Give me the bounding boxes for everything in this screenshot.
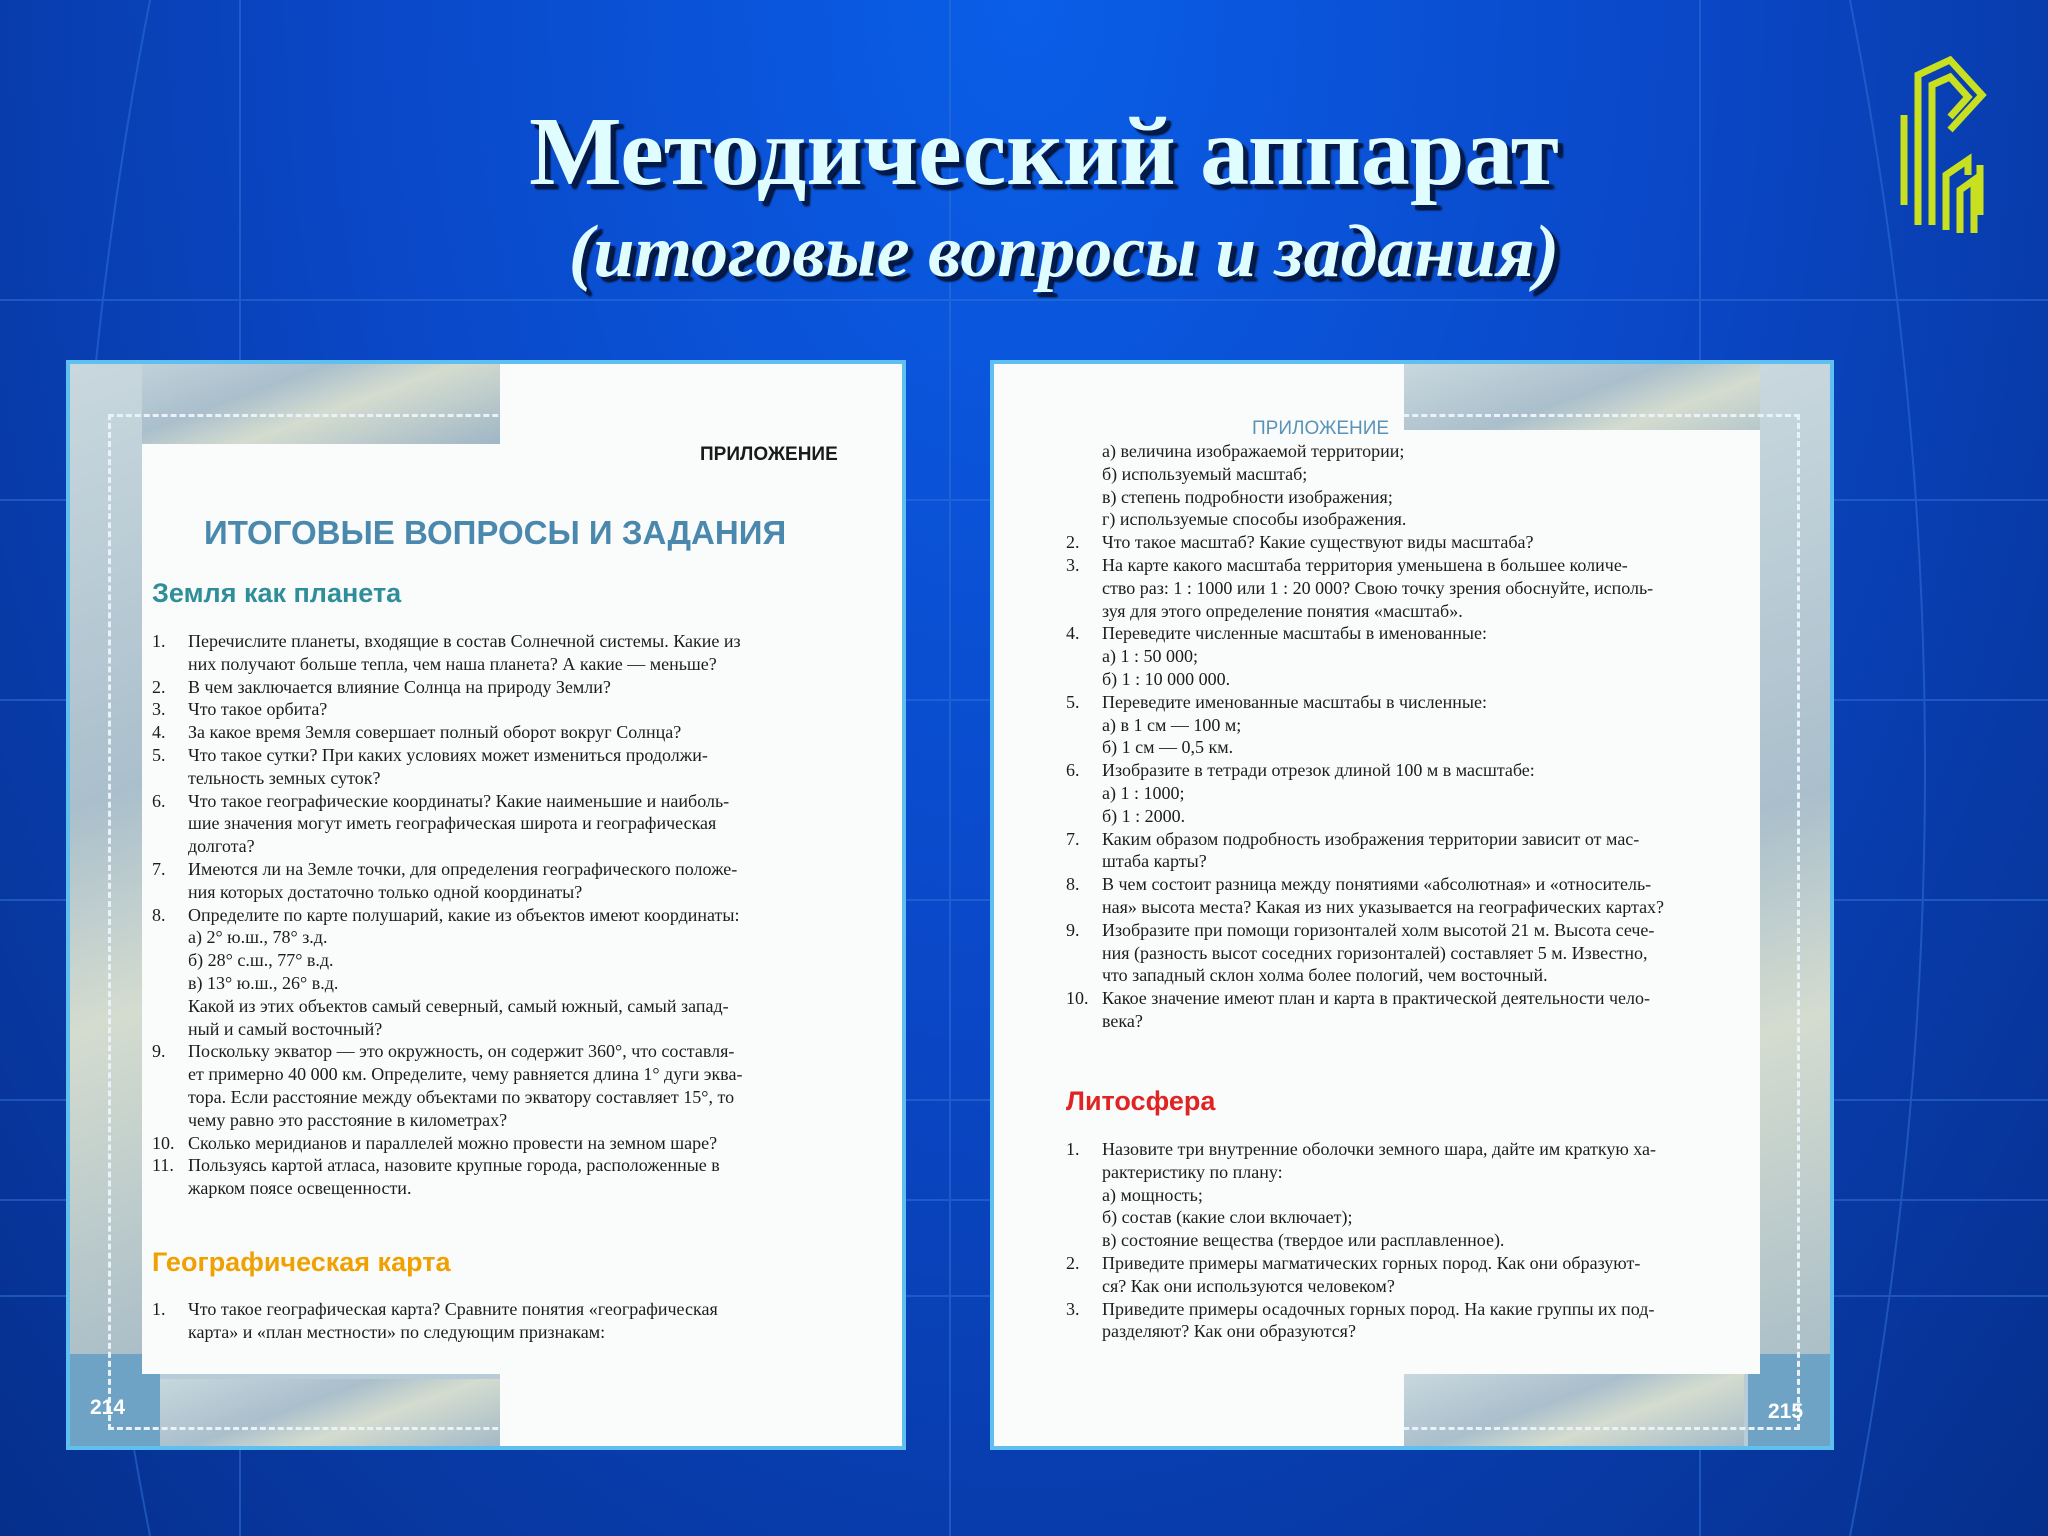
question-text: Изобразите при помощи горизонталей холм высотой 21 м. Высота сече- — [1102, 919, 1655, 940]
section-title-map: Географическая карта — [152, 1247, 451, 1277]
question-line — [1066, 668, 1756, 691]
question-number — [1066, 463, 1102, 486]
question-text: зуя для этого определение понятия «масштаб». — [1102, 600, 1463, 621]
section-title-lithosphere: Литосфера — [1066, 1086, 1216, 1116]
question-text: Какой из этих объектов самый северный, самый южный, самый запад- — [188, 995, 729, 1016]
question-number — [1066, 668, 1102, 691]
question-text: Переведите именованные масштабы в численные: — [1102, 691, 1487, 712]
question-number — [1066, 577, 1102, 600]
question-list — [152, 630, 874, 1200]
question-number — [152, 1086, 188, 1109]
question-text: карта» и «план местности» по следующим признакам: — [188, 1321, 606, 1342]
question-number — [1066, 942, 1102, 965]
question-line — [152, 1063, 874, 1086]
question-text: б) 1 : 2000. — [1102, 805, 1186, 826]
question-number — [1066, 964, 1102, 987]
question-number: 4. — [152, 722, 166, 743]
question-number — [152, 1321, 188, 1344]
question-number: 9. — [152, 1041, 166, 1062]
question-line — [1066, 759, 1756, 782]
question-line — [152, 1321, 874, 1344]
question-number: 3. — [152, 699, 166, 720]
question-text: Каким образом подробность изображения территории зависит от мас- — [1102, 828, 1640, 849]
question-line — [1066, 1275, 1756, 1298]
question-line — [152, 790, 874, 813]
right-textbook-page — [990, 360, 1834, 1450]
question-text: ство раз: 1 : 1000 или 1 : 20 000? Свою точку зрения обоснуйте, исполь- — [1102, 577, 1654, 598]
logo-icon — [1890, 55, 2000, 235]
question-list — [1066, 1138, 1756, 1343]
question-line — [1066, 691, 1756, 714]
question-number: 7. — [1066, 828, 1080, 849]
question-text: б) используемый масштаб; — [1102, 463, 1308, 484]
question-text: На карте какого масштаба территория уменьшена в большее количе- — [1102, 554, 1628, 575]
slide-title: Методический аппарат — [529, 98, 1559, 206]
question-text: шие значения могут иметь географическая широта и географическая — [188, 813, 717, 834]
question-text: рактеристику по плану: — [1102, 1161, 1283, 1182]
question-number — [152, 972, 188, 995]
question-number — [152, 926, 188, 949]
question-text: что западный склон холма более пологий, чем восточный. — [1102, 965, 1548, 986]
question-number: 10. — [1066, 988, 1089, 1009]
question-text: Что такое географические координаты? Какие наименьшие и наиболь- — [188, 790, 730, 811]
question-line — [1066, 554, 1756, 577]
question-line — [1066, 850, 1756, 873]
question-line — [152, 972, 874, 995]
question-number — [152, 812, 188, 835]
page-heading: ИТОГОВЫЕ ВОПРОСЫ И ЗАДАНИЯ — [204, 514, 787, 551]
question-line — [1066, 1229, 1756, 1252]
question-number: 5. — [152, 744, 166, 765]
question-text: а) в 1 см — 100 м; — [1102, 714, 1242, 735]
question-text: б) 1 : 10 000 000. — [1102, 668, 1231, 689]
question-text: в) степень подробности изображения; — [1102, 486, 1393, 507]
question-line — [152, 721, 874, 744]
question-line — [152, 653, 874, 676]
question-number — [1066, 896, 1102, 919]
question-text: Приведите примеры магматических горных пород. Как они образуют- — [1102, 1252, 1641, 1273]
question-text: Перечислите планеты, входящие в состав Солнечной системы. Какие из — [188, 631, 741, 651]
question-number — [152, 1109, 188, 1132]
question-text: Что такое сутки? При каких условиях может измениться продолжи- — [188, 744, 708, 765]
question-number — [152, 1063, 188, 1086]
question-number: 2. — [152, 676, 166, 697]
question-text: тора. Если расстояние между объектами по экватору составляет 15°, то — [188, 1086, 735, 1107]
question-line — [152, 1086, 874, 1109]
question-line — [152, 1154, 874, 1177]
question-text: В чем состоит разница между понятиями «абсолютная» и «относитель- — [1102, 874, 1652, 895]
question-number — [152, 1177, 188, 1200]
question-line — [1066, 1298, 1756, 1321]
question-line — [152, 1298, 874, 1321]
question-number: 6. — [1066, 760, 1080, 781]
question-text: б) 1 см — 0,5 км. — [1102, 737, 1234, 758]
question-text: Поскольку экватор — это окружность, он содержит 360°, что составля- — [188, 1041, 735, 1062]
question-line — [152, 949, 874, 972]
question-line — [1066, 942, 1756, 965]
question-number — [1066, 1010, 1102, 1033]
question-text: г) используемые способы изображения. — [1102, 509, 1407, 530]
question-text: века? — [1102, 1010, 1143, 1031]
question-line — [152, 835, 874, 858]
question-number: 9. — [1066, 919, 1080, 940]
question-text: долгота? — [188, 836, 255, 857]
question-line — [152, 1177, 874, 1200]
question-number — [1066, 1229, 1102, 1252]
question-line — [152, 1018, 874, 1041]
question-text: Приведите примеры осадочных горных пород. На какие группы их под- — [1102, 1298, 1655, 1319]
question-line — [152, 630, 874, 653]
question-text: а) мощность; — [1102, 1184, 1203, 1205]
question-number — [152, 653, 188, 676]
question-number: 8. — [152, 904, 166, 925]
question-line — [1066, 1161, 1756, 1184]
question-line — [152, 904, 874, 927]
question-line — [1066, 577, 1756, 600]
question-number — [152, 881, 188, 904]
question-text: тельность земных суток? — [188, 767, 381, 788]
question-number — [1066, 714, 1102, 737]
question-line — [152, 858, 874, 881]
question-text: в) состояние вещества (твердое или расплавленное). — [1102, 1230, 1505, 1251]
question-line — [1066, 919, 1756, 942]
question-line — [1066, 782, 1756, 805]
question-line — [1066, 600, 1756, 623]
question-line — [1066, 896, 1756, 919]
question-number — [1066, 1161, 1102, 1184]
question-number — [1066, 1184, 1102, 1207]
question-line — [1066, 714, 1756, 737]
question-number — [152, 995, 188, 1018]
question-number: 5. — [1066, 691, 1080, 712]
question-line — [1066, 645, 1756, 668]
question-number — [1066, 782, 1102, 805]
question-line — [152, 1132, 874, 1155]
question-number — [1066, 440, 1102, 463]
question-text: них получают больше тепла, чем наша планета? А какие — меньше? — [188, 653, 717, 674]
question-line — [1066, 486, 1756, 509]
question-line — [1066, 987, 1756, 1010]
question-line — [152, 1109, 874, 1132]
question-number — [1066, 645, 1102, 668]
question-line — [1066, 1252, 1756, 1275]
page-number: 215 — [1768, 1400, 1804, 1423]
question-text: ния которых достаточно только одной координаты? — [188, 881, 583, 902]
slide-subtitle: (итоговые вопросы и задания) — [568, 211, 1560, 293]
question-text: а) величина изображаемой территории; — [1102, 441, 1405, 461]
question-list — [152, 1298, 874, 1344]
question-number: 2. — [1066, 532, 1080, 553]
question-number — [1066, 1206, 1102, 1229]
question-number: 1. — [1066, 1139, 1080, 1159]
question-line — [1066, 873, 1756, 896]
question-text: Что такое масштаб? Какие существуют виды масштаба? — [1102, 532, 1534, 553]
question-text: Что такое географическая карта? Сравните понятия «географическая — [188, 1299, 718, 1319]
question-number: 8. — [1066, 874, 1080, 895]
question-number: 6. — [152, 790, 166, 811]
question-text: штаба карты? — [1102, 851, 1207, 872]
question-number: 4. — [1066, 623, 1080, 644]
question-number — [1066, 805, 1102, 828]
question-number: 11. — [152, 1155, 174, 1176]
question-line — [1066, 828, 1756, 851]
question-text: б) 28° с.ш., 77° в.д. — [188, 950, 334, 971]
question-text: Что такое орбита? — [188, 699, 328, 720]
question-text: разделяют? Как они образуются? — [1102, 1321, 1356, 1342]
question-line — [152, 812, 874, 835]
section-title-earth: Земля как планета — [152, 578, 402, 608]
question-line — [152, 767, 874, 790]
question-line — [152, 926, 874, 949]
question-text: ная» высота места? Какая из них указывается на географических картах? — [1102, 896, 1665, 917]
page-header: ПРИЛОЖЕНИЕ — [700, 444, 838, 465]
question-line — [152, 676, 874, 699]
question-line — [152, 744, 874, 767]
question-text: б) состав (какие слои включает); — [1102, 1207, 1353, 1228]
question-line — [152, 995, 874, 1018]
question-line — [1066, 1184, 1756, 1207]
question-line — [152, 698, 874, 721]
question-text: Переведите численные масштабы в именованные: — [1102, 623, 1487, 644]
question-text: Сколько меридианов и параллелей можно провести на земном шаре? — [188, 1132, 718, 1153]
question-text: ния (разность высот соседних горизонталей) составляет 5 м. Известно, — [1102, 942, 1648, 963]
question-text: в) 13° ю.ш., 26° в.д. — [188, 972, 339, 993]
question-text: Пользуясь картой атласа, назовите крупные города, расположенные в — [188, 1155, 720, 1176]
question-number: 3. — [1066, 1298, 1080, 1319]
question-number: 3. — [1066, 554, 1080, 575]
question-number — [1066, 486, 1102, 509]
question-text: жарком поясе освещенности. — [188, 1178, 412, 1199]
question-number: 10. — [152, 1132, 175, 1153]
question-number — [1066, 1275, 1102, 1298]
question-number: 7. — [152, 858, 166, 879]
question-line — [152, 881, 874, 904]
question-number — [152, 1018, 188, 1041]
question-number — [1066, 600, 1102, 623]
question-text: чему равно это расстояние в километрах? — [188, 1109, 508, 1130]
question-line — [1066, 1010, 1756, 1033]
question-line — [1066, 805, 1756, 828]
question-number: 1. — [152, 631, 166, 651]
question-line — [1066, 622, 1756, 645]
question-number — [1066, 508, 1102, 531]
question-line — [1066, 1138, 1756, 1161]
page-number: 214 — [90, 1396, 126, 1419]
question-line — [1066, 440, 1756, 463]
question-text: Назовите три внутренние оболочки земного шара, дайте им краткую ха- — [1102, 1139, 1657, 1159]
question-number — [152, 835, 188, 858]
question-text: а) 1 : 50 000; — [1102, 646, 1198, 667]
left-textbook-page — [66, 360, 906, 1450]
question-text: ет примерно 40 000 км. Определите, чему равняется длина 1° дуги эква- — [188, 1064, 743, 1085]
question-text: Изобразите в тетради отрезок длиной 100 м в масштабе: — [1102, 760, 1535, 781]
question-list — [1066, 440, 1756, 1033]
question-text: а) 2° ю.ш., 78° з.д. — [188, 927, 328, 948]
question-line — [152, 1040, 874, 1063]
question-text: В чем заключается влияние Солнца на природу Земли? — [188, 676, 611, 697]
question-number — [1066, 736, 1102, 759]
question-number — [1066, 1320, 1102, 1343]
question-number: 2. — [1066, 1252, 1080, 1273]
question-line — [1066, 508, 1756, 531]
question-text: Определите по карте полушарий, какие из объектов имеют координаты: — [188, 904, 740, 925]
question-number — [152, 949, 188, 972]
question-text: За какое время Земля совершает полный оборот вокруг Солнца? — [188, 722, 682, 743]
question-line — [1066, 463, 1756, 486]
question-text: ный и самый восточный? — [188, 1018, 383, 1039]
page-header: ПРИЛОЖЕНИЕ — [1252, 418, 1390, 439]
question-text: ся? Как они используются человеком? — [1102, 1275, 1395, 1296]
question-text: а) 1 : 1000; — [1102, 782, 1185, 803]
question-line — [1066, 531, 1756, 554]
question-line — [1066, 1206, 1756, 1229]
question-text: Имеются ли на Земле точки, для определения географического положе- — [188, 858, 738, 879]
question-text: Какое значение имеют план и карта в практической деятельности чело- — [1102, 988, 1650, 1009]
question-number — [152, 767, 188, 790]
question-line — [1066, 964, 1756, 987]
question-line — [1066, 1320, 1756, 1343]
question-number: 1. — [152, 1299, 166, 1319]
question-number — [1066, 850, 1102, 873]
question-line — [1066, 736, 1756, 759]
